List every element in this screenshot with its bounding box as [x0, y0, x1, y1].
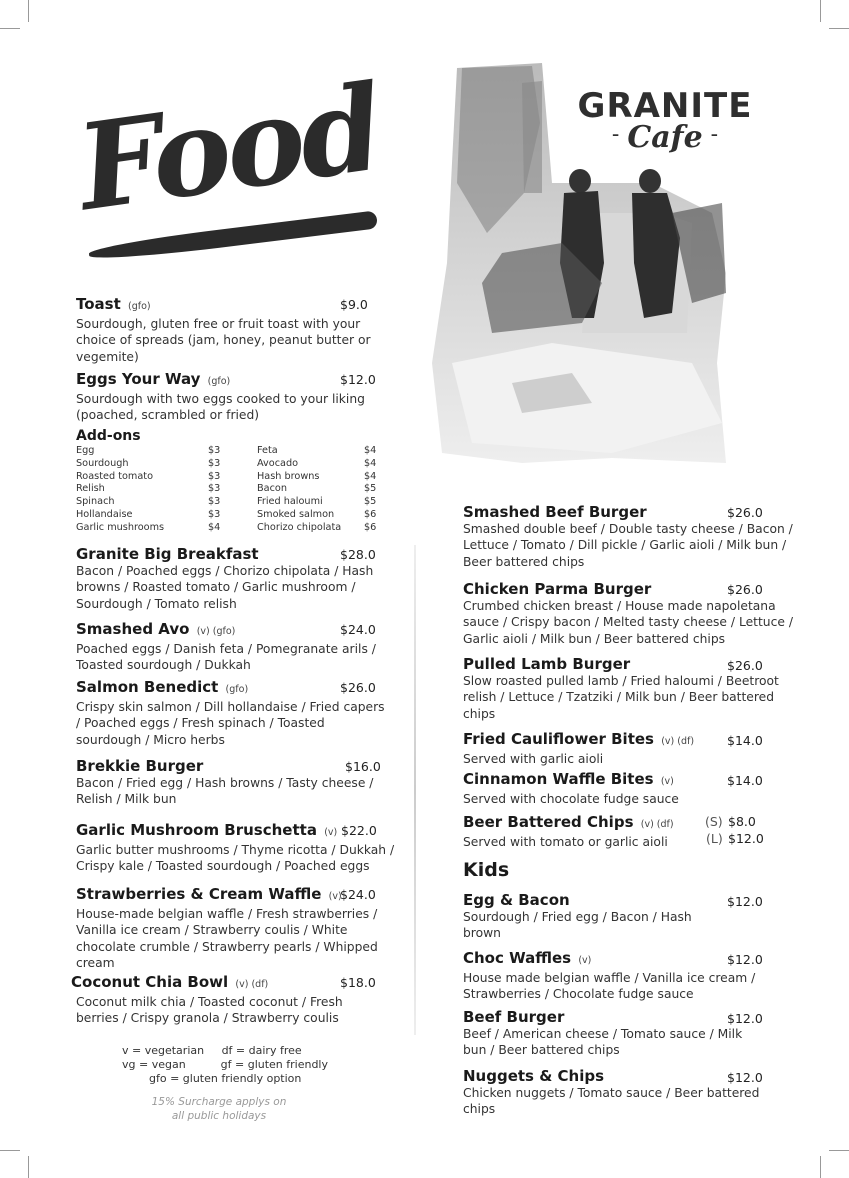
legend-line: v = vegetarian df = dairy free: [122, 1044, 302, 1057]
item-price: $9.0: [340, 297, 368, 312]
addon-row: Egg $3: [76, 445, 221, 456]
item-desc: Coconut milk chia / Toasted coconut / Fresh berries / Crispy granola / Strawberry coulis: [76, 995, 343, 1026]
item-desc: Sourdough, gluten free or fruit toast with your choice of spreads (jam, honey, peanut butter or vegemite): [76, 317, 371, 364]
item-price: $14.0: [727, 733, 763, 748]
item-name: Coconut Chia Bowl: [71, 973, 229, 991]
crop-mark: [0, 28, 20, 29]
item-name: Pulled Lamb Burger: [463, 655, 631, 673]
item-name: Eggs Your Way: [76, 370, 201, 388]
kids-section-title: Kids: [463, 859, 510, 881]
item-price: $12.0: [727, 1070, 763, 1085]
item-name: Egg & Bacon: [463, 891, 570, 909]
addons-title: Add-ons: [76, 428, 141, 444]
addon-row: Hash browns $4: [257, 470, 377, 482]
menu-item: [76, 757, 386, 808]
item-price: $12.0: [340, 372, 376, 387]
item-price: $12.0: [727, 894, 763, 909]
brand-name: GRANITE: [577, 86, 753, 126]
menu-item: [463, 1008, 763, 1059]
addon-row: Hollandaise $3: [76, 508, 221, 520]
item-desc: Served with tomato or garlic aioli: [463, 835, 668, 849]
item-price: $26.0: [727, 582, 763, 597]
item-desc: Crispy skin salmon / Dill hollandaise / Fried capers / Poached eggs / Fresh spinach / Toasted sourdough / Micro herbs: [76, 700, 385, 747]
crop-mark: [829, 1150, 849, 1151]
item-desc: Sourdough / Fried egg / Bacon / Hash brown: [463, 910, 692, 941]
addon-row: Avocado $4: [257, 457, 377, 469]
item-name: Choc Waffles: [463, 949, 572, 967]
item-name: Beef Burger: [463, 1008, 565, 1026]
item-price: $28.0: [340, 547, 376, 562]
addon-row: Feta $4: [257, 445, 377, 456]
item-price: $16.0: [345, 759, 381, 774]
brand-sub: Cafe: [627, 120, 703, 155]
menu-item: [71, 973, 371, 1027]
crop-mark: [28, 1156, 29, 1178]
item-desc: Garlic butter mushrooms / Thyme ricotta / Dukkah / Crispy kale / Toasted sourdough / Poached eggs: [76, 843, 395, 874]
item-desc: Smashed double beef / Double tasty cheese / Bacon / Lettuce / Tomato / Dill pickle / Garlic aioli / Milk bun / Beer battered chips: [463, 522, 793, 569]
item-name: Beer Battered Chips: [463, 813, 634, 831]
item-name: Granite Big Breakfast: [76, 545, 259, 563]
addon-row: Spinach $3: [76, 496, 221, 508]
item-tag: (v): [324, 827, 338, 838]
item-price: $24.0: [340, 622, 376, 637]
menu-item: [76, 370, 376, 424]
addon-row: Fried haloumi $5: [257, 496, 377, 508]
crop-mark: [820, 1156, 821, 1178]
column-divider: [414, 545, 416, 1035]
item-name: Toast: [76, 295, 121, 313]
item-name: Strawberries & Cream Waffle: [76, 885, 322, 903]
item-name: Cinnamon Waffle Bites: [463, 770, 654, 788]
size-large-label: (L): [706, 831, 723, 846]
item-desc: Sourdough with two eggs cooked to your liking (poached, scrambled or fried): [76, 392, 365, 423]
item-price: $24.0: [340, 887, 376, 902]
item-name: Fried Cauliflower Bites: [463, 730, 654, 748]
surcharge-note: 15% Surcharge applys on all public holidays: [151, 1096, 287, 1122]
item-desc: Crumbed chicken breast / House made napoletana sauce / Crispy bacon / Melted tasty cheese / Lettuce / Garlic aioli / Milk bun / Beer battered chips: [463, 599, 793, 646]
item-name: Garlic Mushroom Bruschetta: [76, 821, 317, 839]
item-name: Smashed Avo: [76, 620, 190, 638]
item-price: $26.0: [340, 680, 376, 695]
item-tag: (v) (df): [640, 819, 674, 830]
legend-line: vg = vegan gf = gluten friendly: [122, 1058, 329, 1071]
item-name: Nuggets & Chips: [463, 1067, 604, 1085]
item-desc: Slow roasted pulled lamb / Fried haloumi / Beetroot relish / Lettuce / Tzatziki / Milk bun / Beer battered chips: [463, 674, 779, 721]
addon-row: Chorizo chipolata $6: [257, 521, 377, 533]
item-price-large: $12.0: [728, 831, 764, 846]
item-tag: (v): [578, 955, 592, 966]
crop-mark: [28, 0, 29, 22]
item-name: Brekkie Burger: [76, 757, 204, 775]
item-desc: Poached eggs / Danish feta / Pomegranate arils / Toasted sourdough / Dukkah: [76, 642, 376, 673]
addon-row: Smoked salmon $6: [257, 508, 377, 520]
item-tag: (v): [660, 776, 674, 787]
addon-row: Relish $3: [76, 483, 221, 495]
addons-list-right: [257, 445, 376, 535]
addons-list-left: [76, 445, 220, 535]
item-price: $26.0: [727, 505, 763, 520]
item-desc: Beef / American cheese / Tomato sauce / Milk bun / Beer battered chips: [463, 1027, 743, 1058]
item-tag: (gfo): [207, 376, 231, 387]
item-price: $14.0: [727, 773, 763, 788]
crop-mark: [0, 1150, 20, 1151]
crop-mark: [829, 28, 849, 29]
item-tag: (v) (gfo): [196, 626, 236, 637]
item-tag: (gfo): [128, 301, 151, 312]
item-tag: (v): [328, 891, 342, 902]
item-desc: Served with chocolate fudge sauce: [463, 792, 679, 806]
addon-row: Garlic mushrooms $4: [76, 521, 221, 533]
item-desc: Served with garlic aioli: [463, 752, 604, 766]
addon-row: Bacon $5: [257, 483, 377, 495]
size-small-label: (S): [705, 814, 723, 829]
menu-item: [463, 891, 733, 942]
page-title: Food: [69, 57, 388, 238]
item-desc: Chicken nuggets / Tomato sauce / Beer battered chips: [463, 1086, 760, 1117]
item-desc: Bacon / Poached eggs / Chorizo chipolata / Hash browns / Roasted tomato / Garlic mushroom / Sourdough / Tomato relish: [76, 564, 374, 611]
item-name: Smashed Beef Burger: [463, 503, 647, 521]
item-desc: House made belgian waffle / Vanilla ice cream / Strawberries / Chocolate fudge sauce: [463, 971, 756, 1002]
item-price: $18.0: [340, 975, 376, 990]
item-price: $8.0: [728, 814, 756, 829]
addon-row: Roasted tomato $3: [76, 470, 221, 482]
brand-logo: GRANITE - Cafe -: [573, 86, 757, 155]
menu-item: [76, 545, 376, 612]
crop-mark: [820, 0, 821, 22]
item-desc: House-made belgian waffle / Fresh strawberries / Vanilla ice cream / Strawberry coulis / White chocolate crumble / Strawberry pearls / Whipped cream: [76, 907, 378, 970]
item-name: Chicken Parma Burger: [463, 580, 652, 598]
addon-row: Sourdough $3: [76, 457, 221, 469]
item-price: $26.0: [727, 658, 763, 673]
item-tag: (gfo): [225, 684, 249, 695]
item-tag: (v) (df): [235, 979, 269, 990]
item-name: Salmon Benedict: [76, 678, 219, 696]
menu-item: [76, 295, 376, 365]
food-title: [69, 57, 388, 258]
item-desc: Bacon / Fried egg / Hash browns / Tasty cheese / Relish / Milk bun: [76, 776, 374, 807]
item-price: $12.0: [727, 952, 763, 967]
item-price: $22.0: [341, 823, 377, 838]
legend-line: gfo = gluten friendly option: [149, 1072, 302, 1085]
item-price: $12.0: [727, 1011, 763, 1026]
item-tag: (v) (df): [661, 736, 695, 747]
